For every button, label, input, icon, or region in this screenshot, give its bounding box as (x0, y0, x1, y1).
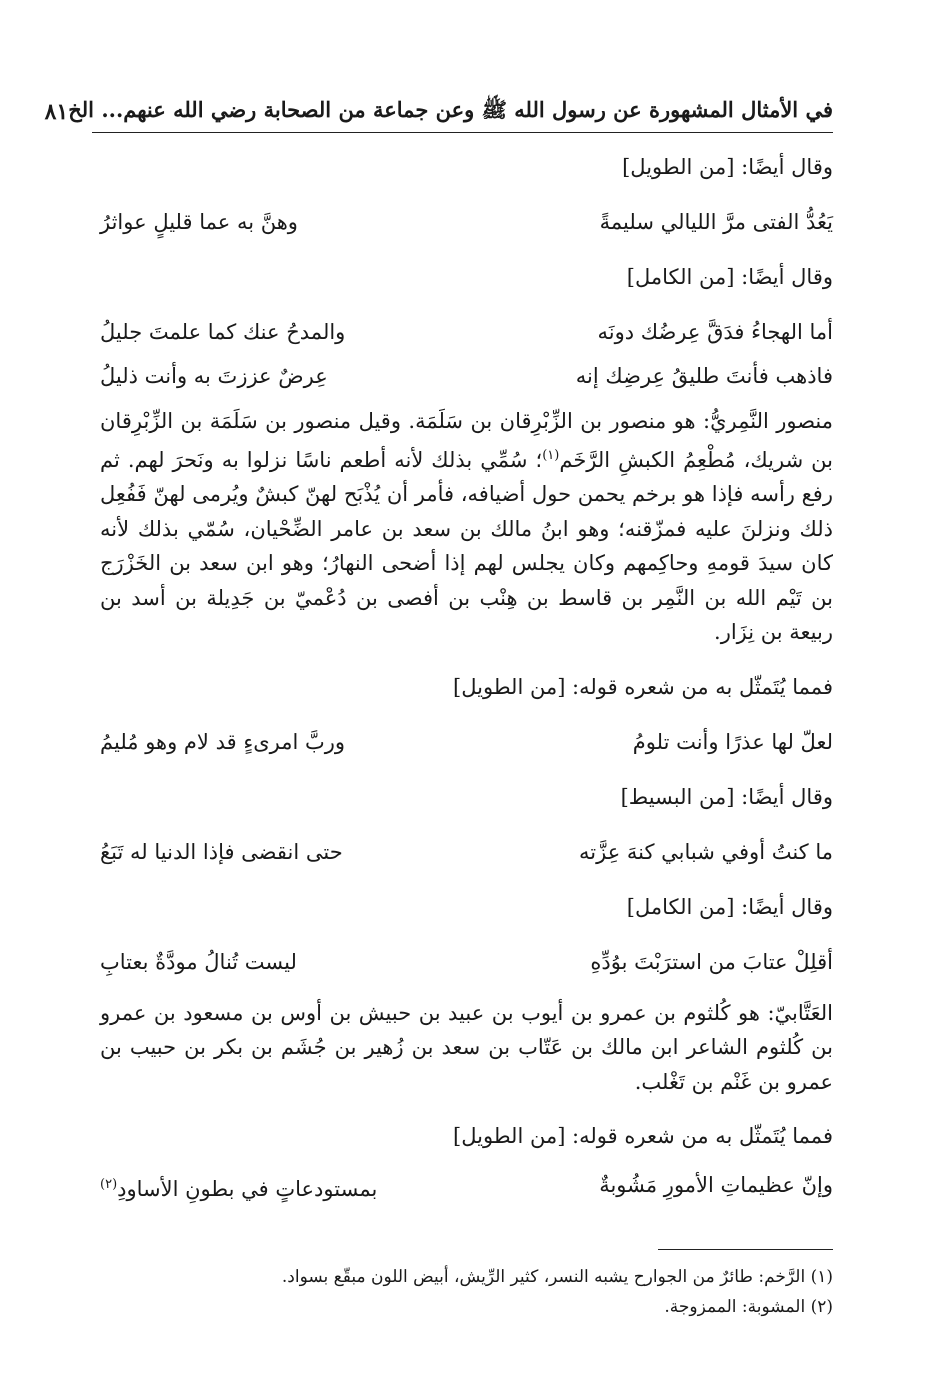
verse-first-hemistich: أما الهجاءُ فدَقَّ عِرضُك دونَه (597, 320, 833, 344)
footnote-separator (658, 1249, 833, 1250)
footnotes (100, 1262, 833, 1322)
footnote-reference[interactable]: (٢) (100, 1177, 118, 1192)
verse-first-hemistich: لعلّ لها عذرًا وأنت تلومُ (632, 729, 833, 754)
verse-second-hemistich: حتى انقضى فإذا الدنيا له تَبَعُ (100, 839, 343, 864)
hemistich-text: بمستودعاتٍ في بطونِ الأساودِ (117, 1177, 378, 1201)
biography-paragraph: العَتَّابيّ: هو كُلثوم بن عمرو بن أيوب بن عبيد بن حبيش بن أوس بن مسعود بن عمرو بن كُلثوم الشاعر ابن مالك بن عَتّاب بن سعد بن زُهير بن جُشَم بن بكر بن حبيب بن عمرو بن غَنْم بن تَغْلب. (100, 1000, 833, 1094)
verse-line (100, 934, 833, 990)
verse-second-hemistich: والمدحُ عنك كما علمتَ جليلُ (100, 320, 346, 344)
verse-intro: وقال أيضًا: [من الطويل] (622, 155, 833, 179)
verse-line (100, 310, 833, 354)
verse-line (100, 824, 833, 880)
verse-first-hemistich: أقلِلْ عتابَ من استرَبْتَ بوُدِّهِ (590, 949, 833, 974)
verse-line (100, 1163, 833, 1207)
verse-first-hemistich: وإنّ عظيماتِ الأمورِ مَشُوبةٌ (599, 1173, 833, 1197)
page-number: ٨١ (44, 99, 69, 125)
verse-first-hemistich: ما كنتُ أوفي شبابي كنهَ عِزَّته (579, 839, 833, 864)
verse-intro: فمما يُتَمثّل به من شعره قوله: [من الطويل] (453, 674, 833, 699)
verse-intro: وقال أيضًا: [من البسيط] (620, 784, 833, 809)
footnote: (٢) المشوبة: الممزوجة. (664, 1297, 833, 1317)
verse-second-hemistich: عِرضٌ عززتَ به وأنت ذليلُ (100, 364, 328, 388)
paragraph-text: منصور النَّمِريُّ: هو منصور بن الزِّبْرِقان بن سَلَمَة. وقيل منصور بن سَلَمَة بن الزِّبْرِقان بن شريك، مُطْعِمُ الكبشِ الرَّخَم (100, 409, 833, 472)
verse-intro: وقال أيضًا: [من الكامل] (626, 894, 833, 919)
page-body (100, 140, 833, 1207)
paragraph-text: ؛ سُمِّي بذلك لأنه أطعم ناسًا نزلوا به ونَحرَ لهم. ثم رفع رأسه فإذا هو برخم يحمن حول أضيافه، فأمر أن يُذْبَح لهنّ كبشٌ ويُرمى لهنّ فَفُعِل ذلك ونزلنَ عليه فمزّقنه؛ وهو ابنُ مالك بن سعد بن عامر الضِّحْيان، سُمّي بذلك لأنه كان سيدَ قومهِ وحاكِمهم وكان يجلس لهم إذا أضحى النهارُ؛ وهو ابن سعد بن الخَزْرَج بن تَيْم الله بن النَّمِر بن قاسط بن هِنْب بن أفصى بن دُعْميّ بن جَدِيلة بن أسد بن ربيعة بن نِزَار. (100, 447, 833, 644)
verse-second-hemistich: ليست تُنالُ مودَّةٌ بعتابِ (100, 949, 297, 974)
verse-line (100, 354, 833, 398)
verse-intro: فمما يُتَمثّل به من شعره قوله: [من الطويل] (453, 1124, 833, 1148)
footnote: (١) الرَّخم: طائرٌ من الجوارح يشبه النسر، كثير الرِّيش، أبيض اللون مبقّع بسواد. (281, 1267, 833, 1287)
verse-second-hemistich: وهنَّ به عما قليلٍ عواثرُ (100, 210, 298, 234)
footnote-reference[interactable]: (١) (542, 447, 560, 463)
verse-first-hemistich: فاذهب فأنتَ طليقُ عِرضِك إنه (575, 364, 833, 388)
verse-first-hemistich: يَعُدُّ الفتى مرَّ الليالي سليمةً (599, 210, 833, 234)
biography-paragraph (100, 404, 833, 650)
verse-line (100, 194, 833, 250)
verse-intro: وقال أيضًا: [من الكامل] (626, 265, 833, 289)
verse-second-hemistich: وربَّ امرىءٍ قد لام وهو مُليمُ (100, 729, 346, 754)
verse-second-hemistich (100, 1163, 455, 1207)
running-header (44, 92, 833, 133)
verse-line (100, 714, 833, 770)
header-title: في الأمثال المشهورة عن رسول الله ﷺ وعن جماعة من الصحابة رضي الله عنهم... الخ (68, 96, 833, 122)
